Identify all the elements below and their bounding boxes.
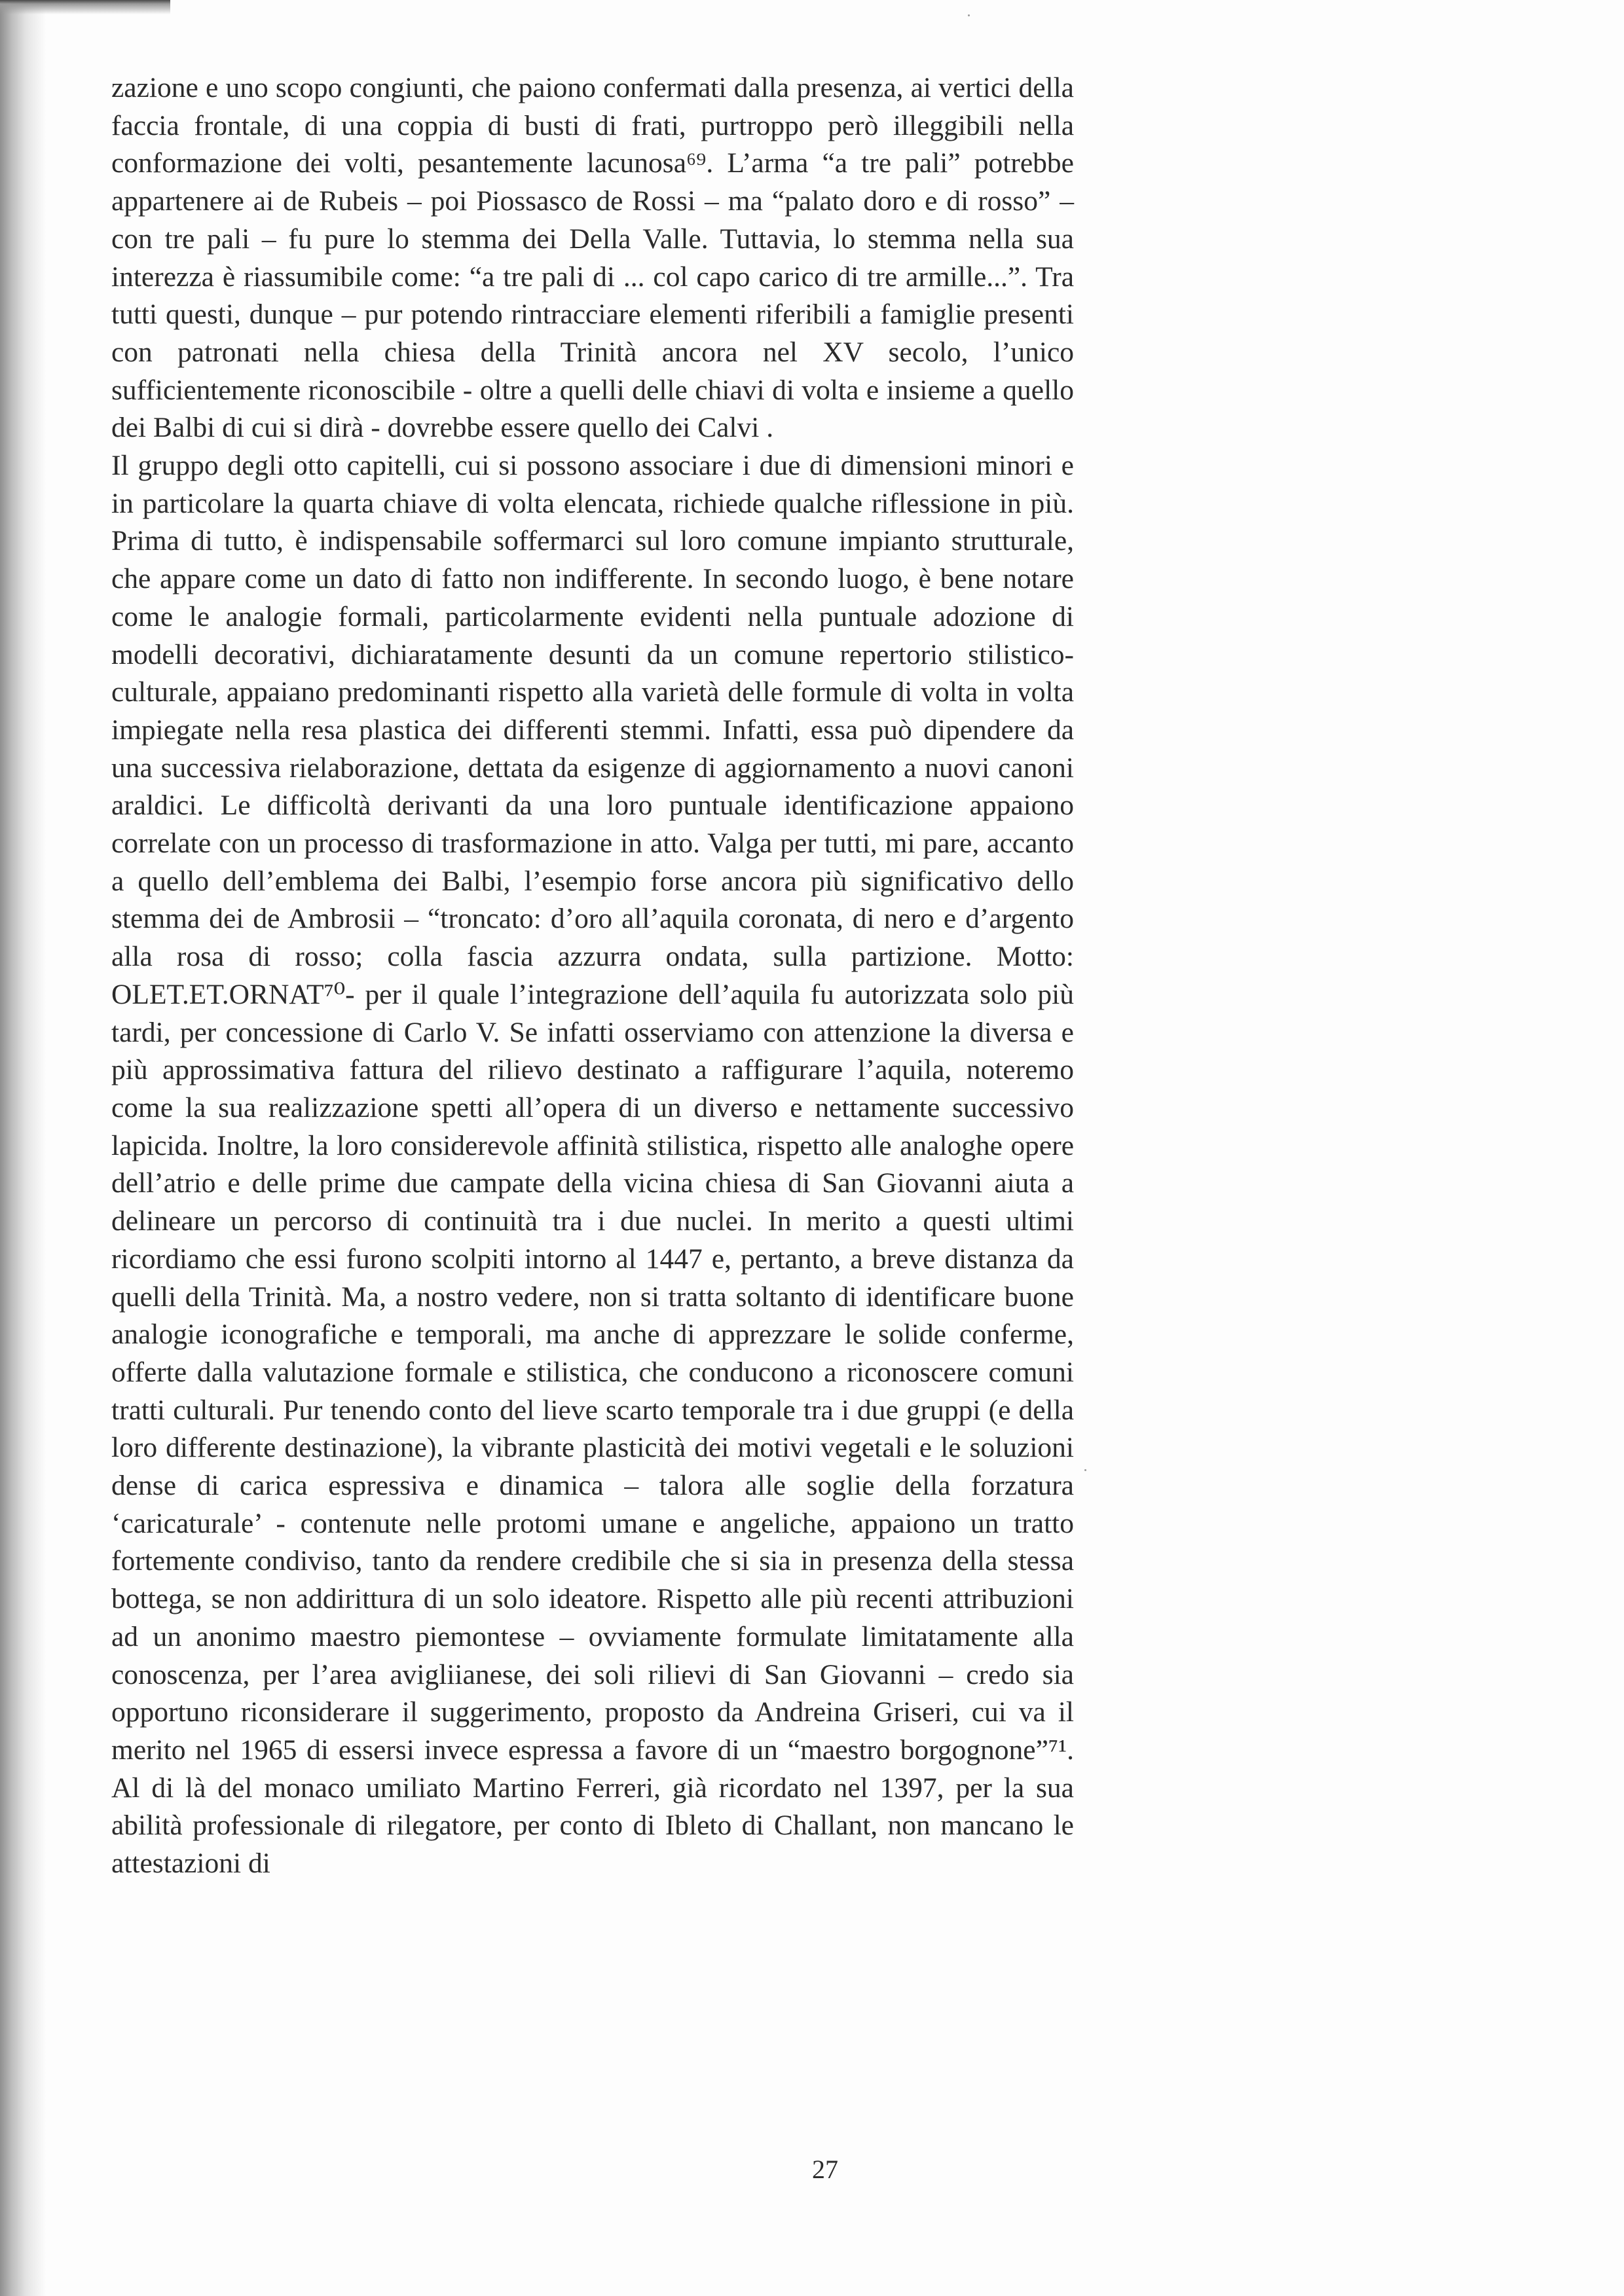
paragraph-1: zazione e uno scopo congiunti, che paiono confermati dalla presenza, ai vertici della faccia frontale, di una coppia di busti di frati, purtroppo però illeggibili nella conformazione dei volti, pesantemente lacunosa⁶⁹. L’arma “a tre pali” potrebbe appartenere ai de Rubeis – poi Piossasco de Rossi – ma “palato doro e di rosso” – con tre pali – fu pure lo stemma dei Della Valle. Tuttavia, lo stemma nella sua interezza è riassumibile come: “a tre pali di ... col capo carico di tre armille...”. Tra tutti questi, dunque – pur potendo rintracciare elementi riferibili a famiglie presenti con patronati nella chiesa della Trinità ancora nel XV secolo, l’unico sufficientemente riconoscibile - oltre a quelli delle chiavi di volta e insieme a quello dei Balbi di cui si dirà - dovrebbe essere quello dei Calvi . [111, 72, 1074, 444]
scan-speck [1084, 1469, 1086, 1471]
scan-speck [968, 14, 970, 16]
body-text [111, 69, 1074, 1883]
binding-gutter-shadow [0, 0, 46, 2296]
page-number: 27 [812, 2155, 838, 2184]
top-edge-shadow [0, 0, 170, 14]
paragraph-2: Il gruppo degli otto capitelli, cui si possono associare i due di dimensioni minori e in particolare la quarta chiave di volta elencata, richiede qualche riflessione in più. Prima di tutto, è indispensabile soffermarci sul loro comune impianto strutturale, che appare come un dato di fatto non indifferente. In secondo luogo, è bene notare come le analogie formali, particolarmente evidenti nella puntuale adozione di modelli decorativi, dichiaratamente desunti da un comune repertorio stilistico-culturale, appaiano predominanti rispetto alla varietà delle formule di volta in volta impiegate nella resa plastica dei differenti stemmi. Infatti, essa può dipendere da una successiva rielaborazione, dettata da esigenze di aggiornamento a nuovi canoni araldici. Le difficoltà derivanti da una loro puntuale identificazione appaiono correlate con un processo di trasformazione in atto. Valga per tutti, mi pare, accanto a quello dell’emblema dei Balbi, l’esempio forse ancora più significativo dello stemma dei de Ambrosii – “troncato: d’oro all’aquila coronata, di nero e d’argento alla rosa di rosso; colla fascia azzurra ondata, sulla partizione. Motto: OLET.ET.ORNAT⁷⁰- per il quale l’integrazione dell’aquila fu autorizzata solo più tardi, per concessione di Carlo V. Se infatti osserviamo con attenzione la diversa e più approssimativa fattura del rilievo destinato a raffigurare l’aquila, noteremo come la sua realizzazione spetti all’opera di un diverso e nettamente successivo lapicida. Inoltre, la loro considerevole affinità stilistica, rispetto alle analoghe opere dell’atrio e delle prime due campate della vicina chiesa di San Giovanni aiuta a delineare un percorso di continuità tra i due nuclei. In merito a questi ultimi ricordiamo che essi furono scolpiti intorno al 1447 e, pertanto, a breve distanza da quelli della Trinità. Ma, a nostro vedere, non si tratta soltanto di identificare buone analogie iconografiche e temporali, ma anche di apprezzare le solide conferme, offerte dalla valutazione formale e stilistica, che conducono a riconoscere comuni tratti culturali. Pur tenendo conto del lieve scarto temporale tra i due gruppi (e della loro differente destinazione), la vibrante plasticità dei motivi vegetali e le soluzioni dense di carica espressiva e dinamica – talora alle soglie della forzatura ‘caricaturale’ - contenute nelle protomi umane e angeliche, appaiono un tratto fortemente condiviso, tanto da rendere credibile che si sia in presenza della stessa bottega, se non addirittura di un solo ideatore. Rispetto alle più recenti attribuzioni ad un anonimo maestro piemontese – ovviamente formulate limitatamente alla conoscenza, per l’area avigliianese, dei soli rilievi di San Giovanni – credo sia opportuno riconsiderare il suggerimento, proposto da Andreina Griseri, cui va il merito nel 1965 di essersi invece espressa a favore di un “maestro borgognone”⁷¹. Al di là del monaco umiliato Martino Ferreri, già ricordato nel 1397, per la sua abilità professionale di rilegatore, per conto di Ibleto di Challant, non mancano le attestazioni di [111, 450, 1074, 1880]
